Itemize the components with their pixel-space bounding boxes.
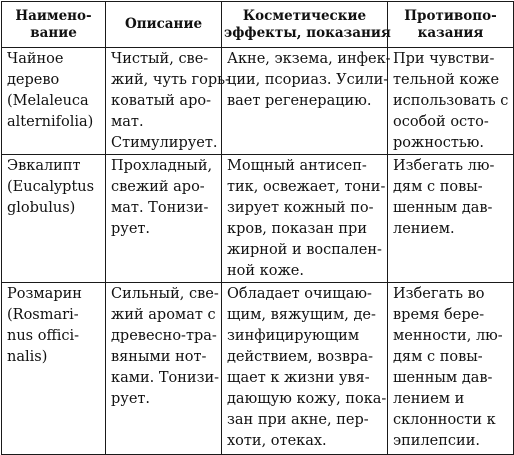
cell-line: зан при акне, пер- xyxy=(227,412,369,428)
cell-line: Обладает очищаю- xyxy=(227,286,372,302)
cell-line: (Rosmari- xyxy=(7,307,79,323)
cell-line: кров, показан при xyxy=(227,221,367,237)
cell-line: Мощный антисеп- xyxy=(227,158,367,174)
cell-line: ками. Тонизи- xyxy=(111,370,220,386)
cell-line: Розмарин xyxy=(7,286,82,302)
cell-description xyxy=(106,283,222,455)
cell-line: дям с повы- xyxy=(393,349,483,365)
cell-description xyxy=(106,155,222,283)
table-header-row xyxy=(2,2,514,48)
cell-line: Чистый, све- xyxy=(111,51,209,67)
cell-line: лением и xyxy=(393,391,465,407)
cell-line: использовать с xyxy=(393,93,509,109)
cell-name xyxy=(2,48,106,155)
cell-line: эпилепсии. xyxy=(393,433,480,449)
cell-line: Чайное xyxy=(7,51,64,67)
cell-line: жирной и воспален- xyxy=(227,242,382,258)
cell-line: лением. xyxy=(393,221,455,237)
cell-description xyxy=(106,48,230,155)
cell-line: globulus) xyxy=(7,200,76,216)
cell-line: зирует кожный по- xyxy=(227,200,374,216)
header-contraindications-line: казания xyxy=(417,24,484,41)
cell-line: зинфицирующим xyxy=(227,328,360,344)
table-row xyxy=(2,155,514,283)
cell-line: ной коже. xyxy=(227,263,304,279)
header-contraindications xyxy=(388,2,514,48)
cell-line: nalis) xyxy=(7,349,48,365)
header-name-line: вание xyxy=(30,24,77,41)
cell-line: менности, лю- xyxy=(393,328,503,344)
header-description xyxy=(106,2,222,48)
header-effects-line: эффекты, показания xyxy=(224,24,391,41)
cell-line: шенным дав- xyxy=(393,370,493,386)
cell-line: шенным дав- xyxy=(393,200,493,216)
cell-line: (Melaleuca xyxy=(7,93,89,109)
cell-line: мат. xyxy=(111,114,144,130)
cell-contraindications xyxy=(388,48,514,155)
header-effects xyxy=(222,2,391,48)
cell-line: мат. Тонизи- xyxy=(111,200,209,216)
cell-line: дерево xyxy=(7,72,60,88)
cell-line: особой осто- xyxy=(393,114,489,130)
cell-line: Эвкалипт xyxy=(7,158,81,174)
cell-line: дям с повы- xyxy=(393,179,483,195)
cell-line: коватый аро- xyxy=(111,93,211,109)
cell-contraindications xyxy=(388,155,514,283)
cell-line: Сильный, све- xyxy=(111,286,219,302)
cell-line: действием, возвра- xyxy=(227,349,374,365)
cell-line: щает к жизни увя- xyxy=(227,370,370,386)
cell-line: (Eucalyptus xyxy=(7,179,95,195)
cell-effects xyxy=(222,283,388,455)
cell-line: тик, освежает, тони- xyxy=(227,179,386,195)
cell-effects xyxy=(222,155,388,283)
cell-line: жий аромат с xyxy=(111,307,216,323)
header-name-line: Наимено- xyxy=(15,7,92,24)
table-row xyxy=(2,283,514,455)
header-name xyxy=(2,2,106,48)
header-description-line: Описание xyxy=(124,16,203,32)
cell-line: хоти, отеках. xyxy=(227,433,327,449)
cell-name xyxy=(2,283,106,455)
cell-contraindications xyxy=(388,283,514,455)
header-contraindications-line: Противопо- xyxy=(404,7,497,24)
cell-line: дающую кожу, пока- xyxy=(227,391,387,407)
cell-line: вает регенерацию. xyxy=(227,93,372,109)
cell-line: Избегать во xyxy=(393,286,485,302)
cell-line: рует. xyxy=(111,221,151,237)
cell-line: При чувстви- xyxy=(393,51,495,67)
cell-line: Акне, экзема, инфек- xyxy=(227,51,391,67)
cell-line: nus offici- xyxy=(7,328,80,344)
cell-line: жий, чуть горь- xyxy=(111,72,230,88)
cell-line: ции, псориаз. Усили- xyxy=(227,72,389,88)
cell-line: щим, вяжущим, де- xyxy=(227,307,376,323)
cell-line: склонности к xyxy=(393,412,496,428)
cell-line: свежий аро- xyxy=(111,179,205,195)
cell-line: рует. xyxy=(111,391,151,407)
cell-line: alternifolia) xyxy=(7,114,94,130)
cell-line: Прохладный, xyxy=(111,158,213,174)
essential-oils-table xyxy=(1,1,514,455)
cell-line: тельной коже xyxy=(393,72,500,88)
cell-line: вяными нот- xyxy=(111,349,207,365)
cell-line: Избегать лю- xyxy=(393,158,495,174)
cell-line: древесно-тра- xyxy=(111,328,217,344)
cell-line: Стимулирует. xyxy=(111,135,218,151)
header-effects-line: Косметические xyxy=(242,7,367,24)
table-row xyxy=(2,48,514,155)
cell-name xyxy=(2,155,106,283)
cell-line: время бере- xyxy=(393,307,485,323)
cell-line: рожностью. xyxy=(393,135,485,151)
cell-effects xyxy=(222,48,391,155)
